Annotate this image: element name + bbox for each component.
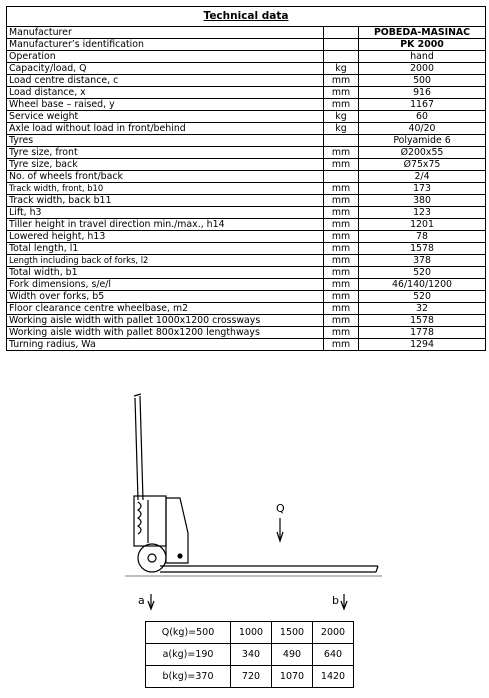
param-unit	[324, 171, 359, 183]
param-value: POBEDA-MASINAC	[359, 27, 486, 39]
param-label: Tiller height in travel direction min./max., h14	[7, 219, 324, 231]
param-unit	[324, 27, 359, 39]
load-row	[146, 666, 354, 688]
param-unit: mm	[324, 75, 359, 87]
param-label: Working aisle width with pallet 800x1200 lengthways	[7, 327, 324, 339]
param-unit: mm	[324, 243, 359, 255]
param-label: Track width, back b11	[7, 195, 324, 207]
table-row	[7, 315, 486, 327]
param-label: Length including back of forks, l2	[7, 255, 324, 267]
param-value: Ø75x75	[359, 159, 486, 171]
param-label: Load centre distance, c	[7, 75, 324, 87]
param-label: Lowered height, h13	[7, 231, 324, 243]
table-row	[7, 87, 486, 99]
param-unit: mm	[324, 99, 359, 111]
load-value: 340	[231, 644, 272, 666]
tiller-right-line	[140, 396, 143, 500]
param-value: 520	[359, 291, 486, 303]
param-value: 40/20	[359, 123, 486, 135]
load-value: 720	[231, 666, 272, 688]
param-unit	[324, 51, 359, 63]
front-wheel	[138, 544, 166, 572]
param-unit: mm	[324, 267, 359, 279]
tiller-left-line	[135, 398, 138, 500]
param-value: 380	[359, 195, 486, 207]
param-unit	[324, 39, 359, 51]
param-label: Working aisle width with pallet 1000x1200 crossways	[7, 315, 324, 327]
param-value: Polyamide 6	[359, 135, 486, 147]
param-unit: mm	[324, 147, 359, 159]
param-label: Load distance, x	[7, 87, 324, 99]
param-value: 32	[359, 303, 486, 315]
table-row	[7, 255, 486, 267]
load-value: 640	[313, 644, 354, 666]
table-row	[7, 135, 486, 147]
load-value: 1500	[272, 622, 313, 644]
param-value: 500	[359, 75, 486, 87]
table-row	[7, 219, 486, 231]
technical-data-table	[6, 6, 486, 351]
param-unit: kg	[324, 123, 359, 135]
param-label: No. of wheels front/back	[7, 171, 324, 183]
param-value: 173	[359, 183, 486, 195]
table-row	[7, 231, 486, 243]
param-label: Total width, b1	[7, 267, 324, 279]
param-unit: mm	[324, 315, 359, 327]
load-row	[146, 644, 354, 666]
param-unit: mm	[324, 183, 359, 195]
table-row	[7, 291, 486, 303]
load-value: 2000	[313, 622, 354, 644]
load-row	[146, 622, 354, 644]
pump-body	[134, 496, 166, 546]
param-value: 60	[359, 111, 486, 123]
param-value: hand	[359, 51, 486, 63]
param-value: 1578	[359, 243, 486, 255]
load-row-label: b(kg)=370	[146, 666, 231, 688]
table-row	[7, 327, 486, 339]
table-row	[7, 27, 486, 39]
table-row	[7, 303, 486, 315]
param-value: Ø200x55	[359, 147, 486, 159]
param-label: Operation	[7, 51, 324, 63]
param-label: Turning radius, Wa	[7, 339, 324, 351]
spring-coil	[138, 502, 141, 534]
param-label: Service weight	[7, 111, 324, 123]
param-value: PK 2000	[359, 39, 486, 51]
table-title: Technical data	[7, 7, 486, 27]
param-label: Manufacturer	[7, 27, 324, 39]
load-value: 1000	[231, 622, 272, 644]
load-value: 490	[272, 644, 313, 666]
param-unit: mm	[324, 207, 359, 219]
param-unit: kg	[324, 63, 359, 75]
param-label: Lift, h3	[7, 207, 324, 219]
table-row	[7, 183, 486, 195]
front-wheel-hub	[148, 554, 156, 562]
param-label: Wheel base – raised, y	[7, 99, 324, 111]
param-value: 46/140/1200	[359, 279, 486, 291]
param-label: Capacity/load, Q	[7, 63, 324, 75]
param-value: 1778	[359, 327, 486, 339]
load-row-label: Q(kg)=500	[146, 622, 231, 644]
param-unit: mm	[324, 87, 359, 99]
param-unit	[324, 135, 359, 147]
table-row	[7, 267, 486, 279]
label-a: a	[138, 594, 145, 607]
param-value: 2/4	[359, 171, 486, 183]
param-unit: mm	[324, 339, 359, 351]
table-row	[7, 147, 486, 159]
table-row	[7, 195, 486, 207]
param-value: 123	[359, 207, 486, 219]
param-label: Total length, l1	[7, 243, 324, 255]
param-unit: mm	[324, 219, 359, 231]
param-value: 78	[359, 231, 486, 243]
label-q: Q	[276, 502, 285, 515]
param-label: Tyre size, front	[7, 147, 324, 159]
table-row	[7, 159, 486, 171]
table-row	[7, 99, 486, 111]
param-label: Tyre size, back	[7, 159, 324, 171]
param-label: Fork dimensions, s/e/l	[7, 279, 324, 291]
table-row	[7, 63, 486, 75]
load-value: 1070	[272, 666, 313, 688]
table-row	[7, 123, 486, 135]
table-row	[7, 51, 486, 63]
param-unit: mm	[324, 327, 359, 339]
param-value: 916	[359, 87, 486, 99]
param-value: 520	[359, 267, 486, 279]
param-unit: kg	[324, 111, 359, 123]
param-unit: mm	[324, 279, 359, 291]
table-row	[7, 207, 486, 219]
param-label: Tyres	[7, 135, 324, 147]
table-row	[7, 39, 486, 51]
table-row	[7, 279, 486, 291]
param-unit: mm	[324, 291, 359, 303]
param-label: Width over forks, b5	[7, 291, 324, 303]
table-title-row	[7, 7, 486, 27]
param-label: Axle load without load in front/behind	[7, 123, 324, 135]
load-distribution-table	[145, 621, 354, 688]
load-row-label: a(kg)=190	[146, 644, 231, 666]
table-row	[7, 111, 486, 123]
table-row	[7, 171, 486, 183]
pallet-truck-drawing	[120, 388, 390, 613]
label-b: b	[332, 594, 339, 607]
param-value: 378	[359, 255, 486, 267]
param-value: 1578	[359, 315, 486, 327]
param-value: 1201	[359, 219, 486, 231]
param-value: 1167	[359, 99, 486, 111]
param-label: Manufacturer’s identification	[7, 39, 324, 51]
table-row	[7, 75, 486, 87]
load-value: 1420	[313, 666, 354, 688]
table-row	[7, 339, 486, 351]
chassis	[166, 498, 188, 563]
param-unit: mm	[324, 231, 359, 243]
param-unit: mm	[324, 255, 359, 267]
param-label: Floor clearance centre wheelbase, m2	[7, 303, 324, 315]
param-unit: mm	[324, 159, 359, 171]
param-value: 1294	[359, 339, 486, 351]
param-unit: mm	[324, 195, 359, 207]
param-value: 2000	[359, 63, 486, 75]
table-row	[7, 243, 486, 255]
param-unit: mm	[324, 303, 359, 315]
param-label: Track width, front, b10	[7, 183, 324, 195]
